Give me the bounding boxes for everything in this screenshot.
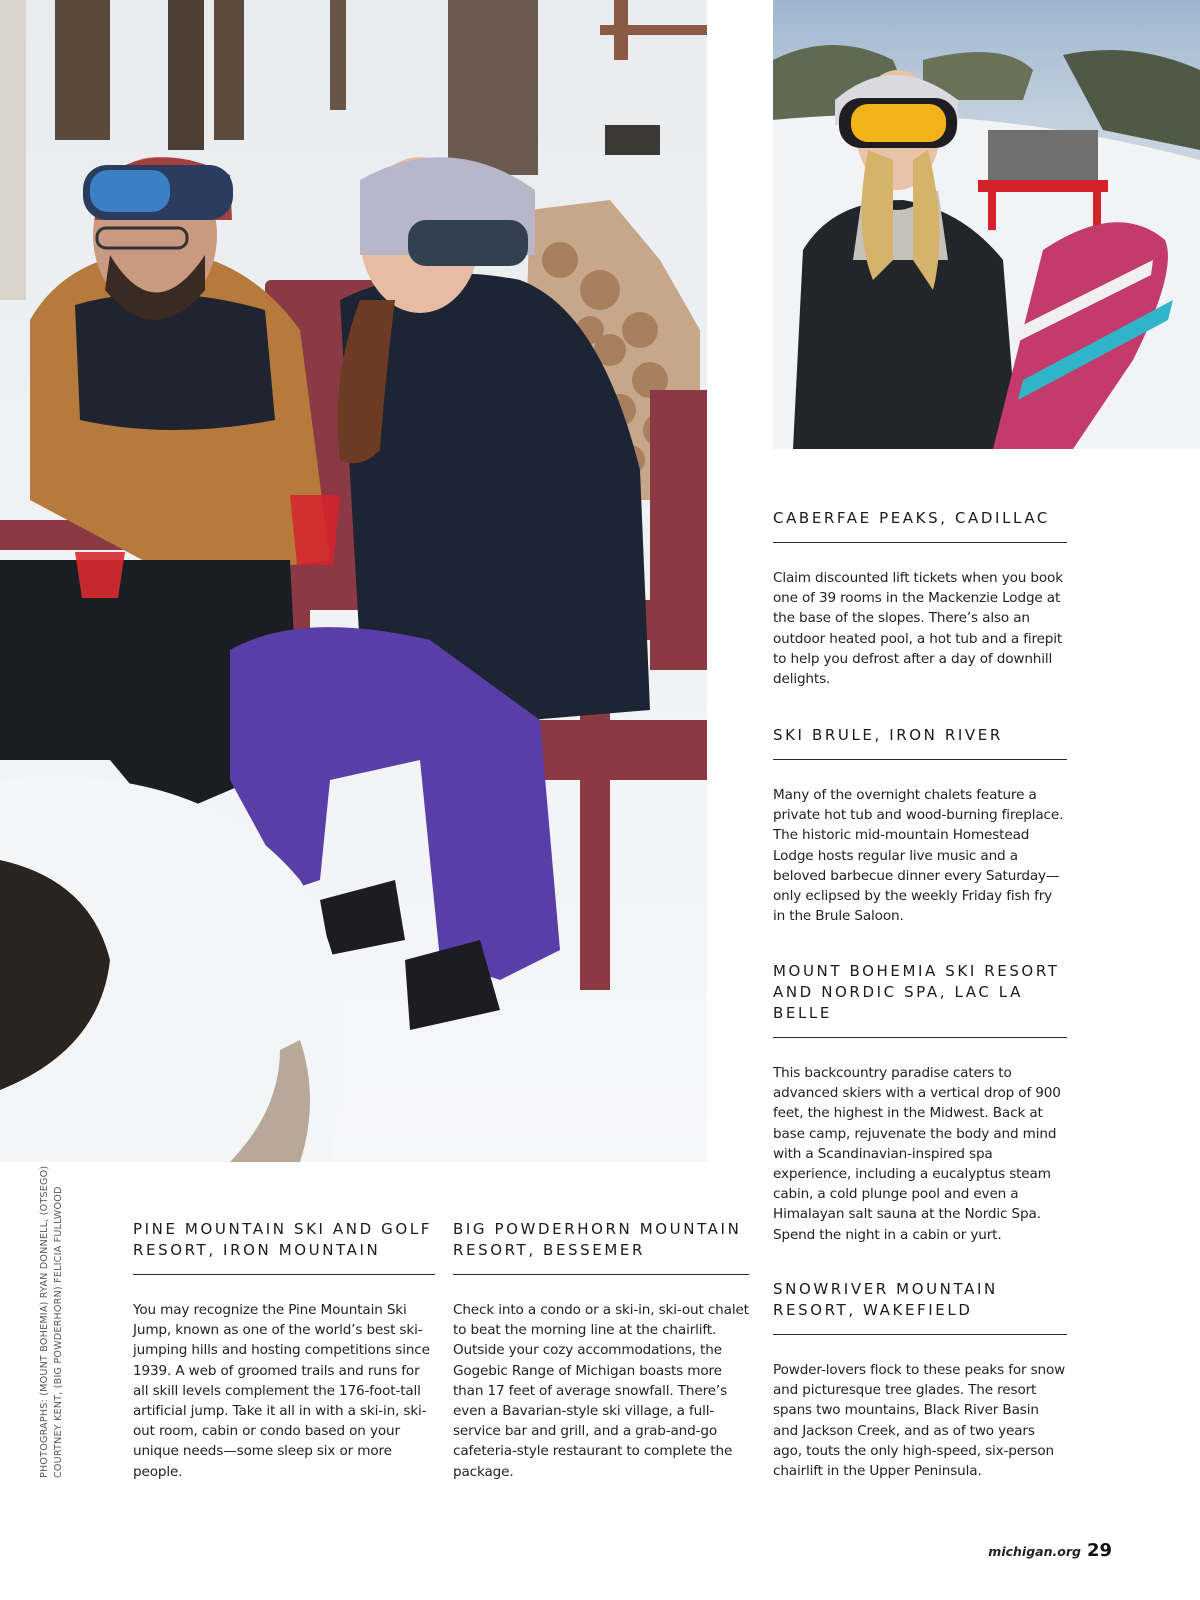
photo-credit-line-2: COURTNEY KENT, (BIG POWDERHORN) FELICIA FULLWOOD: [53, 1186, 64, 1478]
section-pine-mountain: [133, 1219, 435, 1482]
section-body: Many of the overnight chalets feature a private hot tub and wood-burning fireplace. The historic mid-mountain Homestead Lodge hosts regular live music and a beloved barbecue dinner every Saturday—only eclipsed by the weekly Friday fish fry in the Brule Saloon.: [773, 787, 1064, 925]
section-snowriver-mountain: [773, 1279, 1067, 1481]
section-heading: SNOWRIVER MOUNTAIN RESORT, WAKEFIELD: [773, 1279, 1067, 1335]
section-big-powderhorn: [453, 1219, 749, 1482]
page-folio: [988, 1540, 1112, 1561]
section-mount-bohemia: [773, 961, 1067, 1245]
section-body: Check into a condo or a ski-in, ski-out chalet to beat the morning line at the chairlift. Outside your cozy accommodations, the Gogebic Range of Michigan boasts more than 17 feet of average snowfall. There’s even a Bavarian-style ski village, a full-service bar and grill, and a grab-and-go cafeteria-style restaurant to complete the package.: [453, 1302, 749, 1480]
photo-firepit-friends: [0, 0, 707, 1162]
section-ski-brule: [773, 725, 1067, 926]
section-heading: SKI BRULE, IRON RIVER: [773, 725, 1067, 760]
section-heading: BIG POWDERHORN MOUNTAIN RESORT, BESSEMER: [453, 1219, 749, 1275]
section-caberfae-peaks: [773, 508, 1067, 689]
section-heading: CABERFAE PEAKS, CADILLAC: [773, 508, 1067, 543]
photo-snowboarder: [773, 0, 1200, 449]
section-body: You may recognize the Pine Mountain Ski Jump, known as one of the world’s best ski-jumping hills and hosting competitions since 1939. A web of groomed trails and runs for all skill levels complement the 176-foot-tall artificial jump. Take it all in with a ski-in, ski-out room, cabin or condo based on your unique needs—some sleep six or more people.: [133, 1302, 430, 1480]
photo-credit-line-1: PHOTOGRAPHS: (MOUNT BOHEMIA) RYAN DONNELL, (OTSEGO): [39, 1165, 50, 1478]
section-body: Powder-lovers flock to these peaks for snow and picturesque tree glades. The resort spans two mountains, Black River Basin and Jackson Creek, and as of two years ago, touts the only high-speed, six-person chairlift in the Upper Peninsula.: [773, 1362, 1066, 1480]
page-number: 29: [1086, 1540, 1112, 1561]
section-heading: PINE MOUNTAIN SKI AND GOLF RESORT, IRON MOUNTAIN: [133, 1219, 435, 1275]
section-heading: MOUNT BOHEMIA SKI RESORT AND NORDIC SPA, LAC LA BELLE: [773, 961, 1067, 1038]
section-body: Claim discounted lift tickets when you book one of 39 rooms in the Mackenzie Lodge at the base of the slopes. There’s also an outdoor heated pool, a hot tub and a firepit to help you defrost after a day of downhill delights.: [773, 570, 1063, 688]
section-body: This backcountry paradise caters to advanced skiers with a vertical drop of 900 feet, the highest in the Midwest. Back at base camp, rejuvenate the body and mind with a Scandinavian-inspired spa experience, including a eucalyptus steam cabin, a cold plunge pool and even a Himalayan salt sauna at the Nordic Spa. Spend the night in a cabin or yurt.: [773, 1065, 1061, 1243]
photo-credit: [38, 1158, 66, 1478]
folio-site: michigan.org: [988, 1544, 1081, 1559]
